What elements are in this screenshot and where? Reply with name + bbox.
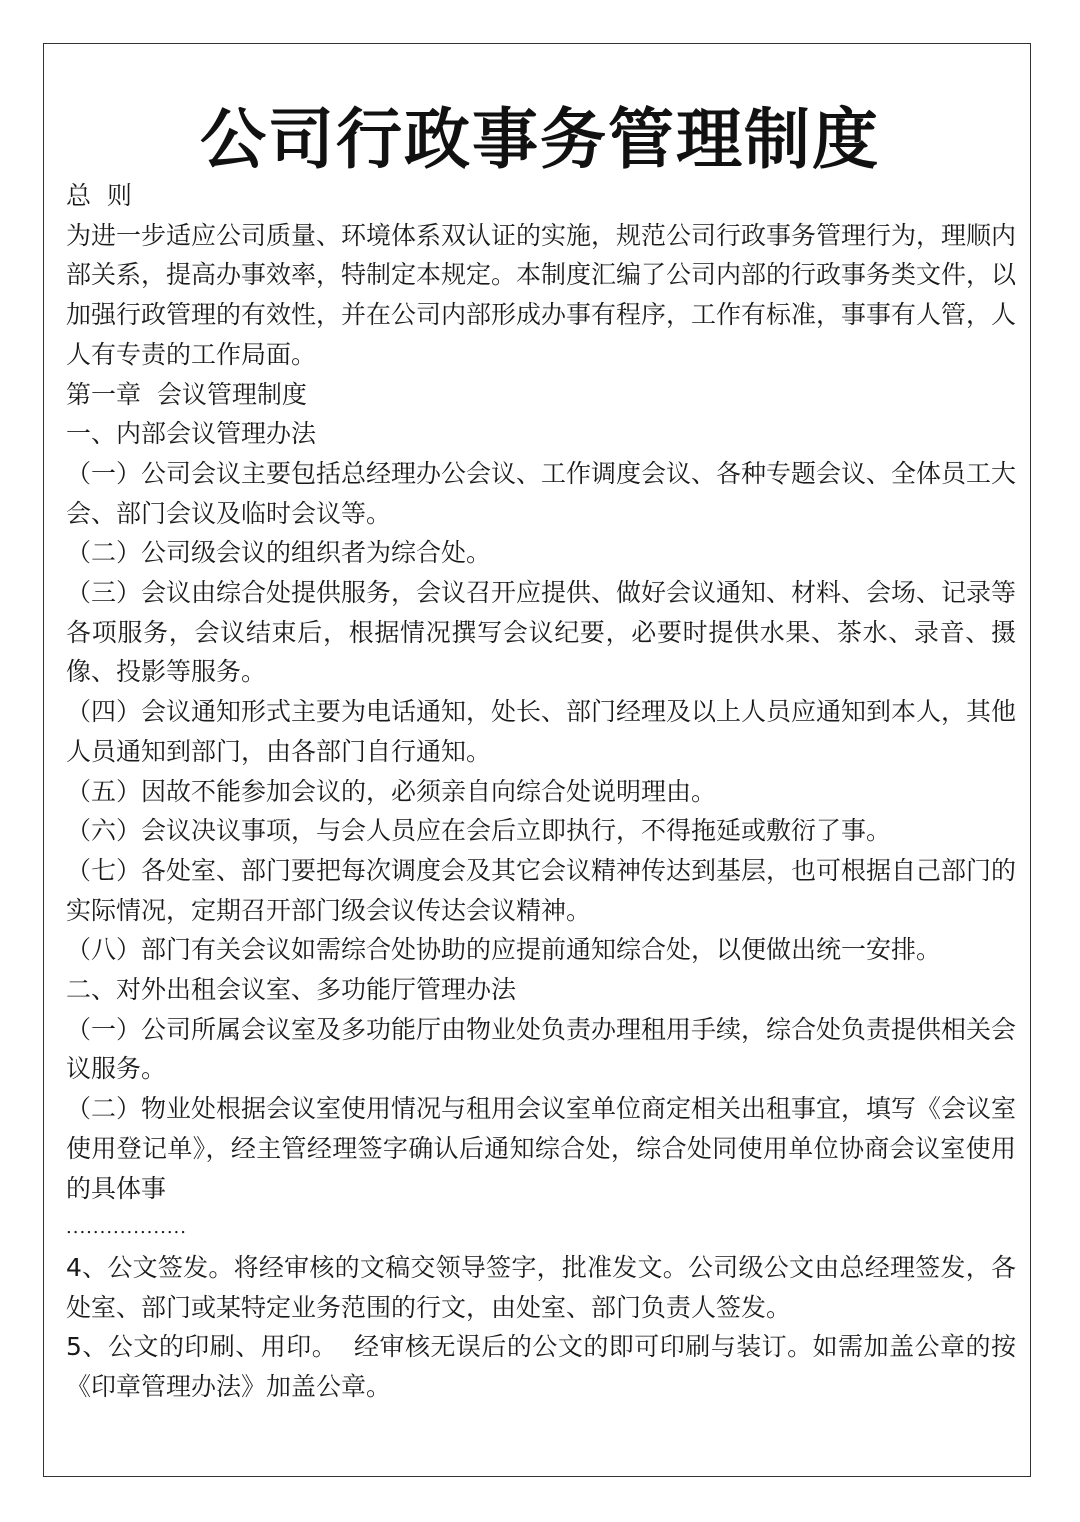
clause-item: （六）会议决议事项，与会人员应在会后立即执行，不得拖延或敷衍了事。 <box>66 816 892 846</box>
clause-item: （二）物业处根据会议室使用情况与租用会议室单位商定相关出租事宜，填写《会议室使用登记单》，经主管经理签字确认后通知综合处，综合处同使用单位协商会议室使用的具体事 <box>66 1094 1017 1203</box>
numbered-item: 4、公文签发。将经审核的文稿交领导签字，批准发文。公司级公文由总经理签发，各处室、部门或某特定业务范围的行文，由处室、部门负责人签发。 <box>66 1252 1016 1322</box>
omission-ellipsis: .................. <box>66 1217 187 1239</box>
clause-item: （二）公司级会议的组织者为综合处。 <box>66 538 492 568</box>
intro-paragraph: 为进一步适应公司质量、环境体系双认证的实施，规范公司行政事务管理行为，理顺内部关系，提高办事效率，特制定本规定。本制度汇编了公司内部的行政事务类文件，以加强行政管理的有效性，并在公司内部形成办事有程序，工作有标准，事事有人管，人人有专责的工作局面。 <box>66 220 1017 369</box>
document-body <box>66 176 1016 1407</box>
subsection-heading: 二、对外出租会议室、多功能厅管理办法 <box>66 975 517 1005</box>
clause-item: （一）公司会议主要包括总经理办公会议、工作调度会议、各种专题会议、全体员工大会、部门会议及临时会议等。 <box>66 458 1017 528</box>
document-title: 公司行政事务管理制度 <box>200 101 880 178</box>
numbered-item: 5、公文的印刷、用印。 经审核无误后的公文的即可印刷与装订。如需加盖公章的按《印章管理办法》加盖公章。 <box>66 1332 1016 1402</box>
clause-item: （一）公司所属会议室及多功能厅由物业处负责办理租用手续，综合处负责提供相关会议服务。 <box>66 1014 1017 1084</box>
clause-item: （三）会议由综合处提供服务，会议召开应提供、做好会议通知、材料、会场、记录等各项服务，会议结束后，根据情况撰写会议纪要，必要时提供水果、茶水、录音、摄像、投影等服务。 <box>66 578 1017 687</box>
clause-item: （八）部门有关会议如需综合处协助的应提前通知综合处，以便做出统一安排。 <box>66 935 942 965</box>
clause-item: （五）因故不能参加会议的，必须亲自向综合处说明理由。 <box>66 776 717 806</box>
clause-item: （七）各处室、部门要把每次调度会及其它会议精神传达到基层，也可根据自己部门的实际情况，定期召开部门级会议传达会议精神。 <box>66 855 1017 925</box>
chapter-heading: 第一章 会议管理制度 <box>66 379 307 409</box>
clause-item: （四）会议通知形式主要为电话通知，处长、部门经理及以上人员应通知到本人，其他人员通知到部门，由各部门自行通知。 <box>66 697 1017 766</box>
subsection-heading: 一、内部会议管理办法 <box>66 419 317 449</box>
section-heading-general: 总 则 <box>66 181 132 210</box>
